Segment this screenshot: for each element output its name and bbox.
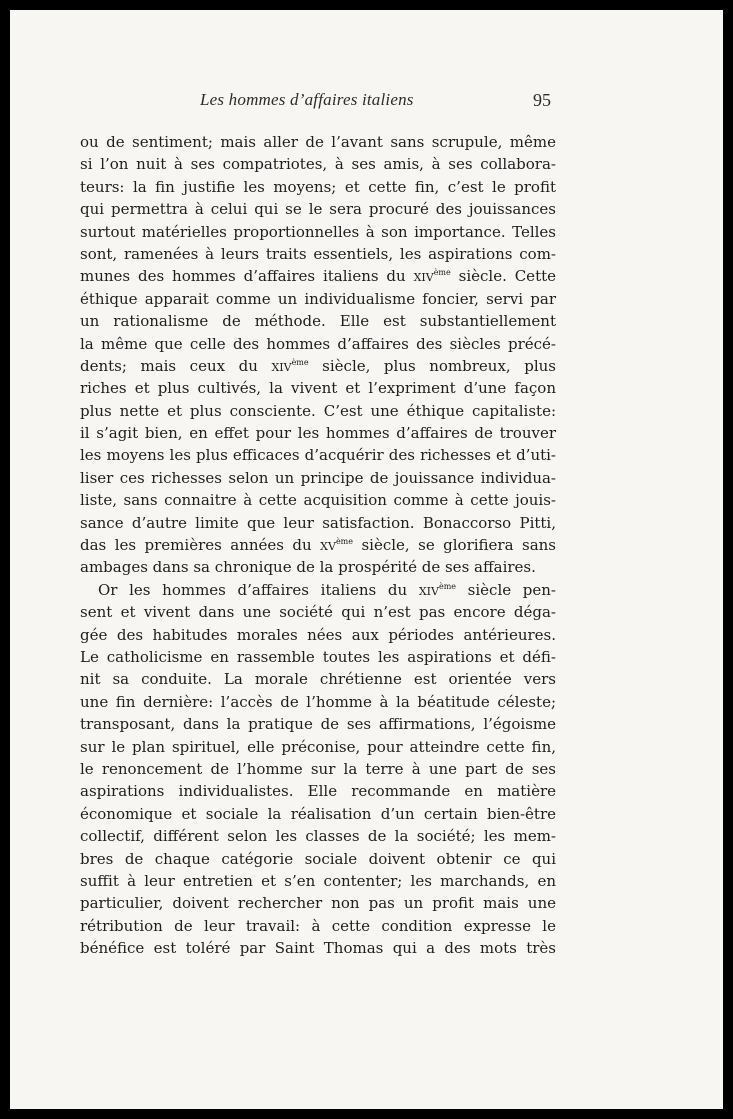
text-line: liste, sans connaitre à cette acquisition comme à cette jouis- [80,491,556,510]
text-line: suffit à leur entretien et s’en contenter; les marchands, en [80,871,556,890]
text-line: sont, ramenées à leurs traits essentiels, les aspirations com- [80,244,556,263]
text-line: teurs: la fin justifie les moyens; et cette fin, c’est le profit [80,177,556,196]
text-line: dents; mais ceux du xiv$^{ème}$ siècle, plus nombreux, plus [80,356,556,375]
text-line: un rationalisme de méthode. Elle est substantiellement [80,312,556,331]
text-line: le renoncement de l’homme sur la terre à une part de ses [80,759,556,778]
text-line: surtout matérielles proportionnelles à son importance. Telles [80,222,556,241]
running-title: Les hommes d’affaires italiens [200,90,414,109]
text-line: collectif, différent selon les classes de la société; les mem- [80,827,556,846]
text-line: économique et sociale la réalisation d’un certain bien-être [80,804,556,823]
text-line: das les premières années du $xv^{ème}$ siècle, se glorifiera sans [80,536,556,555]
text-line: sur le plan spirituel, elle préconise, pour atteindre cette fin, [80,737,556,756]
text-line: liser ces richesses selon un principe de jouissance individua- [80,468,556,487]
text-line: ambages dans sa chronique de la prospérité de ses affaires. [80,558,536,577]
page-number: 95 [533,90,551,110]
text-line: une fin dernière: l’accès de l’homme à la béatitude céleste; [80,692,556,711]
text-line: bénéfice est toléré par Saint Thomas qui a des mots très [80,939,556,958]
text-line: la même que celle des hommes d’affaires des siècles précé- [80,334,556,353]
text-line: gée des habitudes morales nées aux périodes antérieures. [80,625,556,644]
text-line: bres de chaque catégorie sociale doivent obtenir ce qui [80,849,556,868]
book-page [10,10,723,1109]
text-line: si l’on nuit à ses compatriotes, à ses amis, à ses collabora- [80,155,556,174]
text-line: aspirations individualistes. Elle recommande en matière [80,782,556,801]
text-line: munes des hommes d’affaires italiens du xiv$^{ème}$ siècle. Cette [80,267,556,286]
text-line: riches et plus cultivés, la vivent et l’expriment d’une façon [80,379,556,398]
text-line: qui permettra à celui qui se le sera procuré des jouissances [80,200,556,219]
page-header [10,90,723,116]
text-line: il s’agit bien, en effet pour les hommes d’affaires de trouver [80,424,556,443]
text-line: transposant, dans la pratique de ses affirmations, l’égoisme [80,715,556,734]
text-line: Le catholicisme en rassemble toutes les aspirations et défi- [80,647,556,666]
text-line: sance d’autre limite que leur satisfaction. Bonaccorso Pitti, [80,513,556,532]
text-line: rétribution de leur travail: à cette condition expresse le [80,916,556,935]
text-line: éthique apparait comme un individualisme foncier, servi par [80,289,556,308]
text-line: sent et vivent dans une société qui n’est pas encore déga- [80,603,556,622]
text-line: Or les hommes d’affaires italiens du xiv$^{ème}$ siècle pen- [98,580,556,599]
text-line: ou de sentiment; mais aller de l’avant sans scrupule, même [80,133,556,151]
text-line: particulier, doivent rechercher non pas un profit mais une [80,894,556,913]
body-text [80,131,556,959]
text-line: plus nette et plus consciente. C’est une éthique capitaliste: [80,401,556,420]
text-line: nit sa conduite. La morale chrétienne est orientée vers [80,670,556,689]
text-line: les moyens les plus efficaces d’acquérir des richesses et d’uti- [80,446,556,465]
